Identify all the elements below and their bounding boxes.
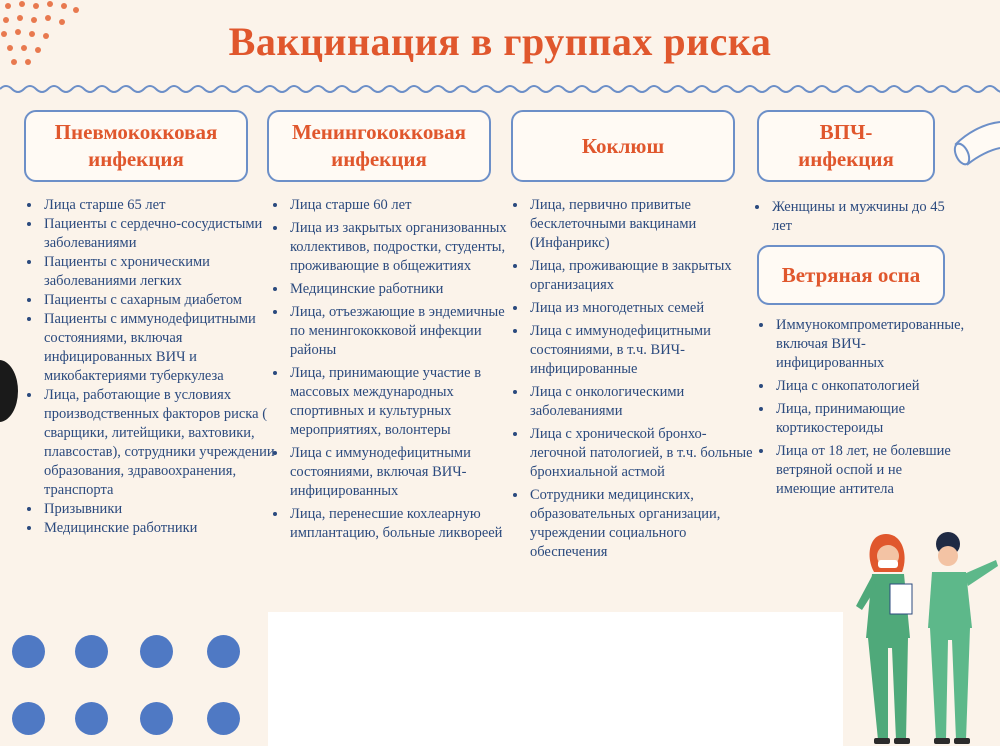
heading-meningococcal: Менингококковая инфекция: [267, 110, 491, 182]
list-item: • Медицинские работники: [42, 519, 278, 538]
list-item: • Лица, работающие в условиях производственных факторов риска ( сварщики, литейщики, вахтовики, плавсостав), сотрудники учреждении образования, здравоохранения, транспорта: [42, 386, 278, 500]
list-item: • Лица, отъезжающие в эндемичные по менингококковой инфекции районы: [288, 303, 518, 360]
list-item: • Пациенты с сахарным диабетом: [42, 291, 278, 310]
page-title: Вакцинация в группах риска: [228, 19, 772, 64]
list-item: • Лица старше 65 лет: [42, 196, 278, 215]
list-pneumococcal: [24, 196, 278, 538]
heading-chickenpox: Ветряная оспа: [757, 245, 945, 305]
list-item: • Лица, принимающие кортикостероиды: [774, 400, 958, 438]
decorative-dot: [140, 635, 173, 668]
decorative-dot: [207, 702, 240, 735]
list-item: • Лица из многодетных семей: [528, 299, 754, 318]
list-item: • Лица с иммунодефицитными состояниями, включая ВИЧ-инфицированных: [288, 444, 518, 501]
heading-hpv: ВПЧ- инфекция: [757, 110, 935, 182]
list-meningococcal: [270, 196, 518, 547]
decorative-dot: [207, 635, 240, 668]
list-item: • Лица из закрытых организованных коллективов, подростки, студенты, проживающие в общежитиях: [288, 219, 518, 276]
decorative-dot: [140, 702, 173, 735]
decorative-blob: [0, 360, 18, 422]
wave-divider: [0, 80, 1000, 98]
decorative-dot: [75, 702, 108, 735]
list-pertussis: [510, 196, 754, 566]
list-item: • Лица с онкопатологией: [774, 377, 958, 396]
list-item: • Лица, перенесшие кохлеарную имплантацию, больные ликвореей: [288, 505, 518, 543]
list-hpv: [752, 198, 960, 240]
list-item: • Пациенты с сердечно-сосудистыми заболеваниями: [42, 215, 278, 253]
list-item: • Лица, проживающие в закрытых организациях: [528, 257, 754, 295]
nurses-illustration: [850, 528, 1000, 746]
list-item: • Иммунокомпрометированные, включая ВИЧ-инфицированных: [774, 316, 958, 373]
list-item: • Лица с хронической бронхо-легочной патологией, в т.ч. больные бронхиальной астмой: [528, 425, 754, 482]
list-item: • Лица старше 60 лет: [288, 196, 518, 215]
decorative-dot: [75, 635, 108, 668]
horn-decoration: [952, 118, 1000, 168]
list-item: • Лица с онкологическими заболеваниями: [528, 383, 754, 421]
list-item: • Медицинские работники: [288, 280, 518, 299]
list-item: • Пациенты с хроническими заболеваниями легких: [42, 253, 278, 291]
decorative-dot: [12, 635, 45, 668]
list-chickenpox: [756, 316, 965, 503]
list-item: • Женщины и мужчины до 45 лет: [770, 198, 960, 236]
list-item: • Пациенты с иммунодефицитными состояниями, включая инфицированных ВИЧ и микобактериями туберкулеза: [42, 310, 278, 386]
list-item: • Призывники: [42, 500, 278, 519]
blank-area: [268, 612, 843, 746]
list-item: • Лица, первично привитые бесклеточными вакцинами (Инфанрикс): [528, 196, 754, 253]
heading-pneumococcal: Пневмококковая инфекция: [24, 110, 248, 182]
list-item: • Лица от 18 лет, не болевшие ветряной оспой и не имеющие антитела: [774, 442, 958, 499]
decorative-dot: [12, 702, 45, 735]
list-item: • Сотрудники медицинских, образовательных организации, учреждении социального обеспечения: [528, 486, 754, 562]
list-item: • Лица, принимающие участие в массовых международных спортивных и культурных мероприятиях, волонтеры: [288, 364, 518, 440]
list-item: • Лица с иммунодефицитными состояниями, в т.ч. ВИЧ-инфицированные: [528, 322, 754, 379]
heading-pertussis: Коклюш: [511, 110, 735, 182]
